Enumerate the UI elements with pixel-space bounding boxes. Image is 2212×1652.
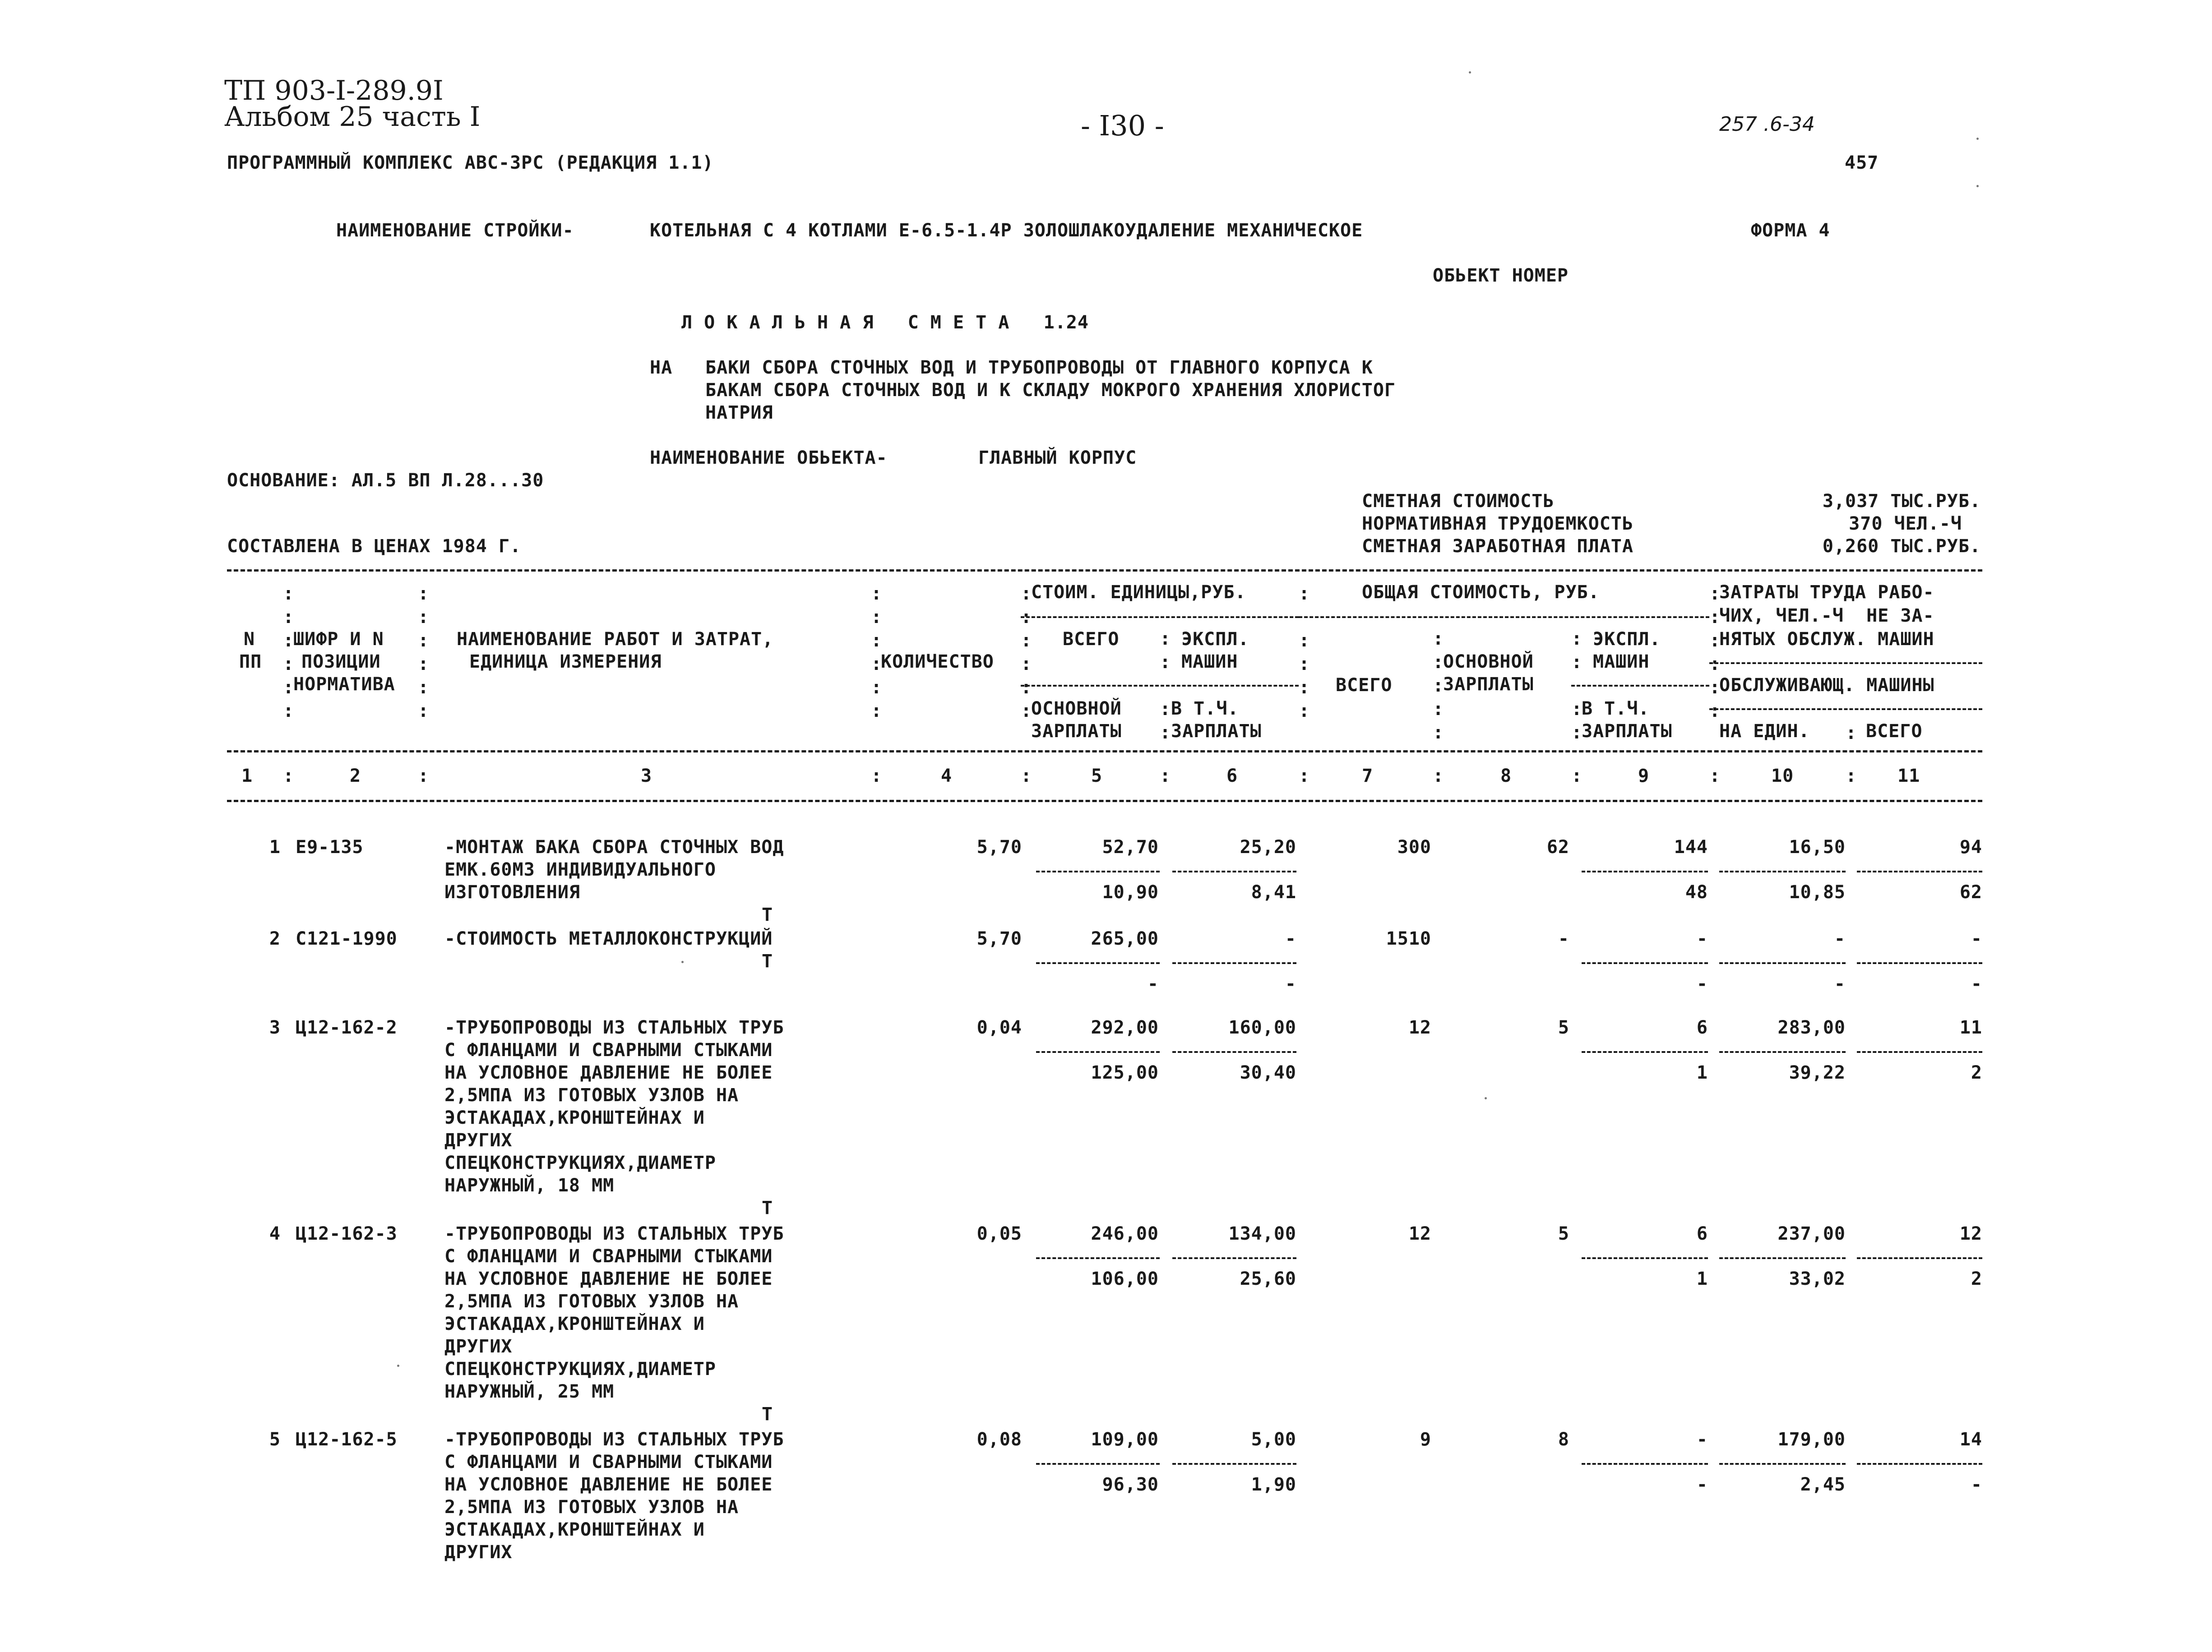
value-divider bbox=[1719, 871, 1846, 872]
column-number: 10 bbox=[1771, 766, 1794, 786]
column-number: 4 bbox=[941, 766, 953, 786]
scan-speck bbox=[1469, 71, 1471, 74]
header-unit-incl-1: В Т.Ч. bbox=[1171, 698, 1239, 719]
row-name-line: -ТРУБОПРОВОДЫ ИЗ СТАЛЬНЫХ ТРУБ bbox=[444, 1223, 784, 1244]
row-name-line: СПЕЦКОНСТРУКЦИЯХ,ДИАМЕТР bbox=[444, 1359, 716, 1380]
header-total-cost: ОБЩАЯ СТОИМОСТЬ, РУБ. bbox=[1362, 582, 1600, 603]
row-unit-total: 265,00 bbox=[1091, 928, 1159, 949]
row-total-machines: - bbox=[1696, 1429, 1708, 1450]
price-level-note: СОСТАВЛЕНА В ЦЕНАХ 1984 Г. bbox=[227, 536, 522, 557]
summary-value-wages: 0,260 ТЫС.РУБ. bbox=[1822, 536, 1981, 557]
row-unit-base-wages: 10,90 bbox=[1102, 882, 1159, 903]
row-unit-base-wages: - bbox=[1147, 974, 1159, 994]
value-divider bbox=[1036, 962, 1160, 964]
row-total-base-wages: 5 bbox=[1558, 1017, 1569, 1038]
row-name-line: ЭСТАКАДАХ,КРОНШТЕЙНАХ И bbox=[444, 1519, 705, 1540]
row-labor-per-unit: 179,00 bbox=[1777, 1429, 1846, 1450]
row-unit-machines: 134,00 bbox=[1228, 1223, 1296, 1244]
header-unit-base-2: ЗАРПЛАТЫ bbox=[1031, 721, 1122, 742]
row-number: 3 bbox=[269, 1017, 281, 1038]
row-labor-machines-per-unit: 2,45 bbox=[1800, 1474, 1846, 1495]
header-labor-2: ЧИХ, ЧЕЛ.-Ч НЕ ЗА- bbox=[1719, 605, 1934, 626]
header-quantity: КОЛИЧЕСТВО bbox=[881, 651, 994, 672]
row-total-machines: 6 bbox=[1696, 1017, 1708, 1038]
column-number: 1 bbox=[241, 766, 253, 786]
row-name-line: 2,5МПА ИЗ ГОТОВЫХ УЗЛОВ НА bbox=[444, 1497, 739, 1518]
value-divider bbox=[1172, 1463, 1296, 1465]
header-name-1: НАИМЕНОВАНИЕ РАБОТ И ЗАТРАТ, bbox=[457, 629, 774, 650]
row-total-all: 12 bbox=[1408, 1017, 1431, 1038]
row-total-machines: 6 bbox=[1696, 1223, 1708, 1244]
row-unit: Т bbox=[762, 904, 773, 925]
row-labor-per-unit: - bbox=[1834, 928, 1846, 949]
row-code: С121-1990 bbox=[296, 928, 398, 949]
handwritten-reference: 257 .6-34 bbox=[1719, 113, 1815, 136]
row-unit: Т bbox=[762, 951, 773, 972]
row-labor-machines-per-unit: 10,85 bbox=[1789, 882, 1846, 903]
row-code: Е9-135 bbox=[296, 837, 364, 858]
object-label: НАИМЕНОВАНИЕ ОБЬЕКТА- bbox=[650, 448, 888, 468]
column-number: 3 bbox=[641, 766, 652, 786]
row-total-incl-wages: 1 bbox=[1696, 1269, 1708, 1289]
row-name-line: 2,5МПА ИЗ ГОТОВЫХ УЗЛОВ НА bbox=[444, 1085, 739, 1106]
value-divider bbox=[1857, 1463, 1982, 1465]
value-divider bbox=[1582, 1051, 1708, 1053]
header-pp: ПП bbox=[239, 651, 262, 672]
value-divider bbox=[1172, 1051, 1296, 1053]
table-top-rule bbox=[227, 569, 1982, 572]
row-number: 4 bbox=[269, 1223, 281, 1244]
row-labor-machines-total: 2 bbox=[1971, 1062, 1982, 1083]
header-total-incl-2: ЗАРПЛАТЫ bbox=[1582, 721, 1672, 742]
row-labor-machines-per-unit: 33,02 bbox=[1789, 1269, 1846, 1289]
header-labor-total: ВСЕГО bbox=[1866, 721, 1923, 742]
row-name-line: НА УСЛОВНОЕ ДАВЛЕНИЕ НЕ БОЛЕЕ bbox=[444, 1269, 773, 1289]
total-cost-mid-rule bbox=[1571, 685, 1709, 687]
row-code: Ц12-162-3 bbox=[296, 1223, 398, 1244]
column-separators-7: : : : : : bbox=[1433, 628, 1444, 743]
value-divider bbox=[1857, 1257, 1982, 1259]
total-cost-subrule bbox=[1299, 616, 1709, 618]
value-divider bbox=[1036, 1051, 1160, 1053]
column-separators-3: : : : : : : bbox=[871, 583, 883, 721]
row-total-all: 300 bbox=[1397, 837, 1431, 858]
column-number-separators: : bbox=[1846, 766, 1857, 786]
header-total-base-1: ОСНОВНОЙ bbox=[1443, 651, 1534, 672]
row-labor-per-unit: 283,00 bbox=[1777, 1017, 1846, 1038]
value-divider bbox=[1857, 1051, 1982, 1053]
column-number-separators: : bbox=[418, 766, 430, 786]
header-total-all: ВСЕГО bbox=[1336, 675, 1393, 696]
column-number: 9 bbox=[1638, 766, 1650, 786]
scan-speck bbox=[1976, 138, 1979, 140]
row-name-line: -МОНТАЖ БАКА СБОРА СТОЧНЫХ ВОД bbox=[444, 837, 784, 858]
row-labor-machines-total: 2 bbox=[1971, 1269, 1982, 1289]
column-number: 6 bbox=[1226, 766, 1238, 786]
row-name-line: НА УСЛОВНОЕ ДАВЛЕНИЕ НЕ БОЛЕЕ bbox=[444, 1062, 773, 1083]
row-unit-base-wages: 106,00 bbox=[1091, 1269, 1159, 1289]
row-quantity: 5,70 bbox=[976, 837, 1022, 858]
labor-subrule-1 bbox=[1709, 662, 1982, 664]
row-labor-total: 14 bbox=[1959, 1429, 1982, 1450]
row-labor-machines-per-unit: - bbox=[1834, 974, 1846, 994]
value-divider bbox=[1582, 871, 1708, 872]
row-name-line: НАРУЖНЫЙ, 25 ММ bbox=[444, 1381, 615, 1402]
row-unit: Т bbox=[762, 1198, 773, 1218]
column-number-separators: : bbox=[283, 766, 295, 786]
row-total-machines: - bbox=[1696, 928, 1708, 949]
column-number-separators: : bbox=[1299, 766, 1310, 786]
row-name-line: 2,5МПА ИЗ ГОТОВЫХ УЗЛОВ НА bbox=[444, 1291, 739, 1312]
labor-subrule-2 bbox=[1709, 708, 1982, 710]
column-separators-8: : : : : bbox=[1571, 628, 1583, 743]
row-name-line: НАРУЖНЫЙ, 18 ММ bbox=[444, 1175, 615, 1196]
value-divider bbox=[1172, 962, 1296, 964]
estimate-title: Л О К А Л Ь Н А Я С М Е Т А 1.24 bbox=[681, 312, 1089, 333]
row-unit-machines: 160,00 bbox=[1228, 1017, 1296, 1038]
value-divider bbox=[1036, 1257, 1160, 1259]
row-unit-base-wages: 125,00 bbox=[1091, 1062, 1159, 1083]
header-name-2: ЕДИНИЦА ИЗМЕРЕНИЯ bbox=[469, 651, 662, 672]
row-total-all: 1510 bbox=[1386, 928, 1431, 949]
value-divider bbox=[1036, 1463, 1160, 1465]
estimate-on-label: НА bbox=[650, 357, 673, 378]
sheet-number: 457 bbox=[1845, 152, 1879, 173]
row-total-all: 9 bbox=[1420, 1429, 1431, 1450]
row-name-line: НА УСЛОВНОЕ ДАВЛЕНИЕ НЕ БОЛЕЕ bbox=[444, 1474, 773, 1495]
row-total-incl-wages: - bbox=[1696, 974, 1708, 994]
row-labor-per-unit: 16,50 bbox=[1789, 837, 1846, 858]
scan-speck bbox=[681, 961, 684, 963]
row-name-line: СПЕЦКОНСТРУКЦИЯХ,ДИАМЕТР bbox=[444, 1153, 716, 1173]
row-number: 1 bbox=[269, 837, 281, 858]
header-code-3: НОРМАТИВА bbox=[293, 674, 395, 695]
row-name-line: ДРУГИХ bbox=[444, 1336, 513, 1357]
row-unit-total: 52,70 bbox=[1102, 837, 1159, 858]
row-labor-machines-total: 62 bbox=[1959, 882, 1982, 903]
row-labor-total: 94 bbox=[1959, 837, 1982, 858]
scan-speck bbox=[397, 1365, 399, 1367]
column-separators-1: : : : : : : bbox=[283, 583, 295, 721]
column-number-separators: : bbox=[1160, 766, 1171, 786]
column-number-separators: : bbox=[1709, 766, 1721, 786]
row-unit-machines: 25,20 bbox=[1240, 837, 1296, 858]
row-total-base-wages: 62 bbox=[1546, 837, 1569, 858]
row-total-base-wages: 8 bbox=[1558, 1429, 1569, 1450]
row-quantity: 5,70 bbox=[976, 928, 1022, 949]
header-unit-total: ВСЕГО bbox=[1063, 629, 1120, 650]
value-divider bbox=[1719, 1257, 1846, 1259]
document-code: ТП 903-I-289.9I bbox=[224, 75, 444, 106]
construction-name: КОТЕЛЬНАЯ С 4 КОТЛАМИ Е-6.5-1.4Р ЗОЛОШЛАКОУДАЛЕНИЕ МЕХАНИЧЕСКОЕ bbox=[650, 220, 1363, 241]
column-separators-5: : : : : bbox=[1160, 628, 1171, 743]
column-numbers-bottom-rule bbox=[227, 800, 1982, 802]
value-divider bbox=[1719, 1051, 1846, 1053]
value-divider bbox=[1582, 1257, 1708, 1259]
column-number-separators: : bbox=[1021, 766, 1032, 786]
header-total-base-2: ЗАРПЛАТЫ bbox=[1443, 674, 1534, 695]
column-separators-9: : : : : : : bbox=[1709, 583, 1721, 721]
column-number-separators: : bbox=[1571, 766, 1583, 786]
estimate-subject-line-3: НАТРИЯ bbox=[705, 402, 773, 423]
row-labor-total: 12 bbox=[1959, 1223, 1982, 1244]
row-unit-incl-wages: - bbox=[1285, 974, 1296, 994]
column-separators-2: : : : : : : bbox=[418, 583, 430, 721]
row-name-line: ИЗГОТОВЛЕНИЯ bbox=[444, 882, 580, 903]
header-unit-cost: СТОИМ. ЕДИНИЦЫ,РУБ. bbox=[1031, 582, 1246, 603]
header-total-machines-1: ЭКСПЛ. bbox=[1593, 629, 1661, 650]
summary-value-cost: 3,037 ТЫС.РУБ. bbox=[1822, 491, 1981, 512]
object-name: ГЛАВНЫЙ КОРПУС bbox=[978, 448, 1137, 468]
row-unit-total: 292,00 bbox=[1091, 1017, 1159, 1038]
row-labor-machines-per-unit: 39,22 bbox=[1789, 1062, 1846, 1083]
row-total-base-wages: - bbox=[1558, 928, 1569, 949]
row-unit-incl-wages: 8,41 bbox=[1251, 882, 1296, 903]
construction-label: НАИМЕНОВАНИЕ СТРОЙКИ- bbox=[336, 220, 574, 241]
form-label: ФОРМА 4 bbox=[1751, 220, 1830, 241]
row-unit-machines: 5,00 bbox=[1251, 1429, 1296, 1450]
row-name-line: ДРУГИХ bbox=[444, 1542, 513, 1563]
header-n: N bbox=[244, 629, 255, 650]
column-separators-10: : bbox=[1846, 723, 1857, 743]
value-divider bbox=[1582, 962, 1708, 964]
header-labor-unit: НА ЕДИН. bbox=[1719, 721, 1810, 742]
column-number-separators: : bbox=[871, 766, 883, 786]
row-name-line: С ФЛАНЦАМИ И СВАРНЫМИ СТЫКАМИ bbox=[444, 1452, 773, 1472]
value-divider bbox=[1172, 871, 1296, 872]
row-total-machines: 144 bbox=[1674, 837, 1708, 858]
row-labor-total: 11 bbox=[1959, 1017, 1982, 1038]
row-name-line: С ФЛАНЦАМИ И СВАРНЫМИ СТЫКАМИ bbox=[444, 1246, 773, 1267]
header-code-1: ШИФР И N bbox=[293, 629, 384, 650]
column-number-separators: : bbox=[1433, 766, 1444, 786]
row-quantity: 0,08 bbox=[976, 1429, 1022, 1450]
row-labor-machines-total: - bbox=[1971, 974, 1982, 994]
unit-cost-subrule bbox=[1021, 616, 1299, 618]
column-number: 5 bbox=[1091, 766, 1103, 786]
header-labor-3: НЯТЫХ ОБСЛУЖ. МАШИН bbox=[1719, 629, 1934, 650]
header-code-2: ПОЗИЦИИ bbox=[301, 651, 381, 672]
value-divider bbox=[1719, 1463, 1846, 1465]
value-divider bbox=[1857, 962, 1982, 964]
scan-speck bbox=[1485, 1097, 1487, 1099]
row-total-base-wages: 5 bbox=[1558, 1223, 1569, 1244]
row-name-line: -ТРУБОПРОВОДЫ ИЗ СТАЛЬНЫХ ТРУБ bbox=[444, 1429, 784, 1450]
summary-label-cost: СМЕТНАЯ СТОИМОСТЬ bbox=[1362, 491, 1555, 512]
row-unit-total: 246,00 bbox=[1091, 1223, 1159, 1244]
row-total-all: 12 bbox=[1408, 1223, 1431, 1244]
column-number: 7 bbox=[1362, 766, 1374, 786]
row-quantity: 0,04 bbox=[976, 1017, 1022, 1038]
estimate-subject-line-2: БАКАМ СБОРА СТОЧНЫХ ВОД И К СКЛАДУ МОКРОГО ХРАНЕНИЯ ХЛОРИСТОГ bbox=[705, 380, 1396, 401]
value-divider bbox=[1036, 871, 1160, 872]
summary-value-labor: 370 ЧЕЛ.-Ч bbox=[1849, 513, 1962, 534]
column-number: 11 bbox=[1897, 766, 1920, 786]
column-number: 2 bbox=[350, 766, 361, 786]
value-divider bbox=[1582, 1463, 1708, 1465]
row-number: 5 bbox=[269, 1429, 281, 1450]
table-header-bottom-rule bbox=[227, 750, 1982, 752]
summary-label-labor: НОРМАТИВНАЯ ТРУДОЕМКОСТЬ bbox=[1362, 513, 1634, 534]
row-total-incl-wages: 1 bbox=[1696, 1062, 1708, 1083]
header-unit-machines-1: ЭКСПЛ. bbox=[1181, 629, 1249, 650]
row-labor-machines-total: - bbox=[1971, 1474, 1982, 1495]
row-code: Ц12-162-5 bbox=[296, 1429, 398, 1450]
header-total-machines-2: МАШИН bbox=[1593, 651, 1650, 672]
row-quantity: 0,05 bbox=[976, 1223, 1022, 1244]
scan-speck bbox=[1976, 185, 1979, 187]
row-labor-total: - bbox=[1971, 928, 1982, 949]
row-unit-incl-wages: 1,90 bbox=[1251, 1474, 1296, 1495]
row-total-incl-wages: 48 bbox=[1685, 882, 1708, 903]
row-unit-machines: - bbox=[1285, 928, 1296, 949]
summary-label-wages: СМЕТНАЯ ЗАРАБОТНАЯ ПЛАТА bbox=[1362, 536, 1634, 557]
row-name-line: ДРУГИХ bbox=[444, 1130, 513, 1151]
row-unit: Т bbox=[762, 1404, 773, 1425]
header-total-incl-1: В Т.Ч. bbox=[1582, 698, 1650, 719]
value-divider bbox=[1172, 1257, 1296, 1259]
basis-note: ОСНОВАНИЕ: АЛ.5 ВП Л.28...30 bbox=[227, 470, 544, 491]
row-code: Ц12-162-2 bbox=[296, 1017, 398, 1038]
row-name-line: ЕМК.60М3 ИНДИВИДУАЛЬНОГО bbox=[444, 859, 716, 880]
header-labor-1: ЗАТРАТЫ ТРУДА РАБО- bbox=[1719, 582, 1934, 603]
row-unit-incl-wages: 30,40 bbox=[1240, 1062, 1296, 1083]
estimate-subject-line-1: БАКИ СБОРА СТОЧНЫХ ВОД И ТРУБОПРОВОДЫ ОТ ГЛАВНОГО КОРПУСА К bbox=[705, 357, 1373, 378]
header-unit-machines-2: МАШИН bbox=[1181, 651, 1238, 672]
header-unit-incl-2: ЗАРПЛАТЫ bbox=[1171, 721, 1262, 742]
row-unit-total: 109,00 bbox=[1091, 1429, 1159, 1450]
row-unit-incl-wages: 25,60 bbox=[1240, 1269, 1296, 1289]
row-total-incl-wages: - bbox=[1696, 1474, 1708, 1495]
column-separators-6: : : : : : bbox=[1299, 583, 1310, 721]
value-divider bbox=[1857, 871, 1982, 872]
row-unit-base-wages: 96,30 bbox=[1102, 1474, 1159, 1495]
header-labor-4: ОБСЛУЖИВАЮЩ. МАШИНЫ bbox=[1719, 675, 1934, 696]
row-number: 2 bbox=[269, 928, 281, 949]
header-unit-base-1: ОСНОВНОЙ bbox=[1031, 698, 1122, 719]
program-title: ПРОГРАММНЫЙ КОМПЛЕКС АВС-3РС (РЕДАКЦИЯ 1.1) bbox=[227, 152, 714, 173]
column-separators-4: : : : : : : bbox=[1021, 583, 1032, 721]
column-number: 8 bbox=[1500, 766, 1512, 786]
album-label: Альбом 25 часть I bbox=[224, 101, 481, 133]
row-name-line: -СТОИМОСТЬ МЕТАЛЛОКОНСТРУКЦИЙ bbox=[444, 928, 773, 949]
row-name-line: ЭСТАКАДАХ,КРОНШТЕЙНАХ И bbox=[444, 1314, 705, 1334]
row-labor-per-unit: 237,00 bbox=[1777, 1223, 1846, 1244]
row-name-line: ЭСТАКАДАХ,КРОНШТЕЙНАХ И bbox=[444, 1107, 705, 1128]
row-name-line: С ФЛАНЦАМИ И СВАРНЫМИ СТЫКАМИ bbox=[444, 1040, 773, 1061]
value-divider bbox=[1719, 962, 1846, 964]
page-number: - I30 - bbox=[1081, 109, 1164, 142]
object-number: ОБЬЕКТ НОМЕР bbox=[1433, 265, 1569, 286]
row-name-line: -ТРУБОПРОВОДЫ ИЗ СТАЛЬНЫХ ТРУБ bbox=[444, 1017, 784, 1038]
